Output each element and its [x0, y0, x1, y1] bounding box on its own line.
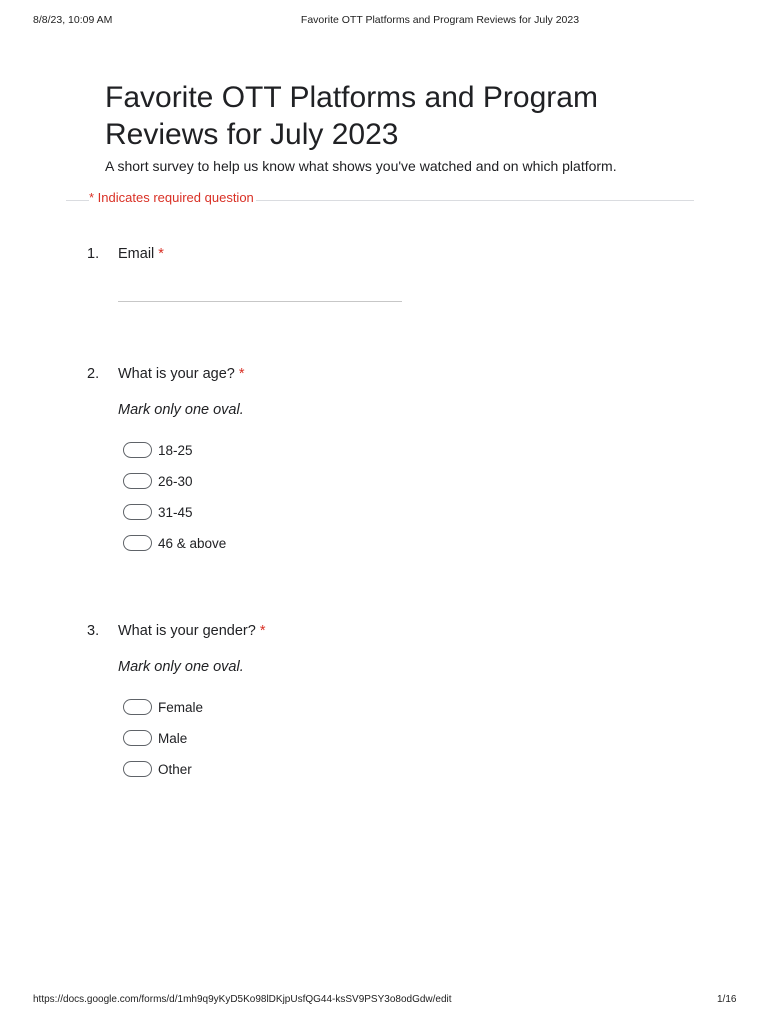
print-doc-title: Favorite OTT Platforms and Program Reviews for July 2023 [300, 14, 580, 26]
radio-oval[interactable] [123, 761, 152, 777]
radio-oval[interactable] [123, 442, 152, 458]
radio-oval[interactable] [123, 473, 152, 489]
option-label: 18-25 [158, 443, 193, 458]
print-header [0, 14, 768, 30]
radio-oval[interactable] [123, 699, 152, 715]
question-number: 2. [87, 366, 100, 382]
required-star: * [158, 246, 164, 262]
page-number: 1/16 [717, 994, 737, 1005]
radio-oval[interactable] [123, 535, 152, 551]
question-text: What is your age? [118, 366, 235, 382]
option-label: Female [158, 700, 204, 715]
required-star: * [238, 366, 245, 382]
required-question-note: * Indicates required question [89, 190, 254, 205]
print-url: https://docs.google.com/forms/d/1mh9q9yKyD5Ko98lDKjpUsfQG44-ksSV9PSY3o8odGdw/edit [33, 994, 452, 1005]
option-label: 46 & above [158, 536, 227, 551]
option-label: Other [158, 762, 192, 777]
form-description: A short survey to help us know what shows you've watched and on which platform. [105, 158, 617, 174]
print-datetime: 8/8/23, 10:09 AM [33, 14, 113, 26]
question-label [118, 246, 164, 262]
question-label [118, 623, 266, 639]
form-title: Favorite OTT Platforms and Program Reviews for July 2023 [105, 81, 598, 151]
question-text: What is your gender? [118, 623, 256, 639]
radio-oval[interactable] [123, 730, 152, 746]
radio-oval[interactable] [123, 504, 152, 520]
question-instruction: Mark only one oval. [118, 402, 244, 418]
question-label [118, 366, 245, 382]
option-label: Male [158, 731, 188, 746]
option-label: 26-30 [158, 474, 193, 489]
required-star: * [259, 623, 266, 639]
question-number: 1. [87, 246, 100, 262]
question-instruction: Mark only one oval. [118, 659, 244, 675]
question-number: 3. [87, 623, 100, 639]
email-field[interactable] [118, 301, 402, 302]
question-text: Email [118, 246, 155, 262]
option-label: 31-45 [158, 505, 193, 520]
